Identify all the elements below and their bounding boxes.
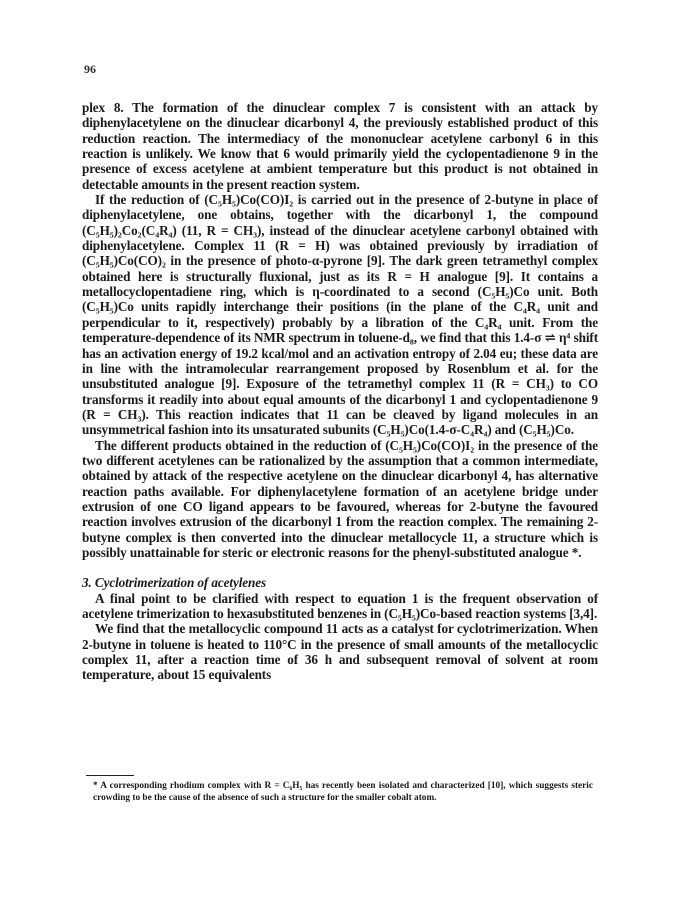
section-heading: 3. Cyclotrimerization of acetylenes bbox=[82, 575, 267, 591]
page-number: 96 bbox=[84, 62, 96, 76]
footnote-divider bbox=[86, 775, 134, 776]
paragraph-2: If the reduction of (C₅H₅)Co(CO)I₂ is carried out in the presence of 2-butyne in place of diphenylacetylene, one obtains, together with the dicarbonyl 1, the compound (C₅H₅)₂Co₂(C₄R₄) (11, R = CH₃), instead of the dinuclear acetylene carbonyl obtained with diphenylacetylene. Complex 11 (R = H) was obtained previously by irradiation of (C₅H₅)Co(CO)₂ in the presence of photo-α-pyrone [9]. The dark green tetramethyl complex obtained here is structurally fluxional, just as its R = H analogue [9]. It contains a metallocyclopentadiene ring, which is η-coordinated to a second (C₅H₅)Co unit. Both (C₅H₅)Co units rapidly interchange their positions (in the plane of the C₄R₄ unit and perpendicular to it, respectively) probably by a libration of the C₄R₄ unit. From the temperature-dependence of its NMR spectrum in toluene-d₈, we find that this 1.4-σ ⇌ η⁴ shift has an activation energy of 19.2 kcal/mol and an activation entropy of 2.04 eu; these data are in line with the intramolecular rearrangement proposed by Rosenblum et al. for the unsubstituted analogue [9]. Exposure of the tetramethyl complex 11 (R = CH₃) to CO transforms it readily into about equal amounts of the dicarbonyl 1 and cyclopentadienone 9 (R = CH₃). This reaction indicates that 11 can be cleaved by ligand molecules in an unsymmetrical fashion into its unsaturated subunits (C₅H₅)Co(1.4-σ-C₄R₄) and (C₅H₅)Co. bbox=[82, 192, 598, 438]
footnote: * A corresponding rhodium complex with R = C₆H₅ has recently been isolated and characterized [10], which suggests steric crowding to be the cause of the absence of such a structure for the smaller cobalt atom. bbox=[93, 781, 593, 803]
paragraph-3: The different products obtained in the reduction of (C₅H₅)Co(CO)I₂ in the presence of the two different acetylenes can be rationalized by the assumption that a common intermediate, obtained by attack of the respective acetylene on the dinuclear dicarbonyl 4, has alternative reaction paths available. For diphenylacetylene formation of an acetylene bridge under extrusion of one CO ligand appears to be favoured, whereas for 2-butyne the favoured reaction involves extrusion of the dicarbonyl 1 from the reaction complex. The remaining 2-butyne complex is then converted into the dinuclear metallocycle 11, a structure which is possibly unattainable for steric or electronic reasons for the phenyl-substituted analogue *. bbox=[82, 437, 598, 560]
section-paragraph-1: A final point to be clarified with respect to equation 1 is the frequent observation of acetylene trimerization to hexasubstituted benzenes in (C₅H₅)Co-based reaction systems [3,4]. bbox=[82, 590, 598, 621]
body-text bbox=[82, 100, 598, 683]
section-paragraph-2: We find that the metallocyclic compound 11 acts as a catalyst for cyclotrimerization. When 2-butyne in toluene is heated to 110°C in the presence of small amounts of the metallocyclic complex 11, after a reaction time of 36 h and subsequent removal of solvent at room temperature, about 15 equivalents bbox=[82, 621, 598, 683]
paragraph-1: plex 8. The formation of the dinuclear complex 7 is consistent with an attack by diphenylacetylene on the dinuclear dicarbonyl 4, the previously established product of this reduction reaction. The intermediacy of the mononuclear acetylene carbonyl 6 in this reaction is unlikely. We know that 6 would primarily yield the cyclopentadienone 9 in the presence of excess acetylene at ambient temperature but this product is not obtained in detectable amounts in the present reaction system. bbox=[82, 100, 598, 192]
